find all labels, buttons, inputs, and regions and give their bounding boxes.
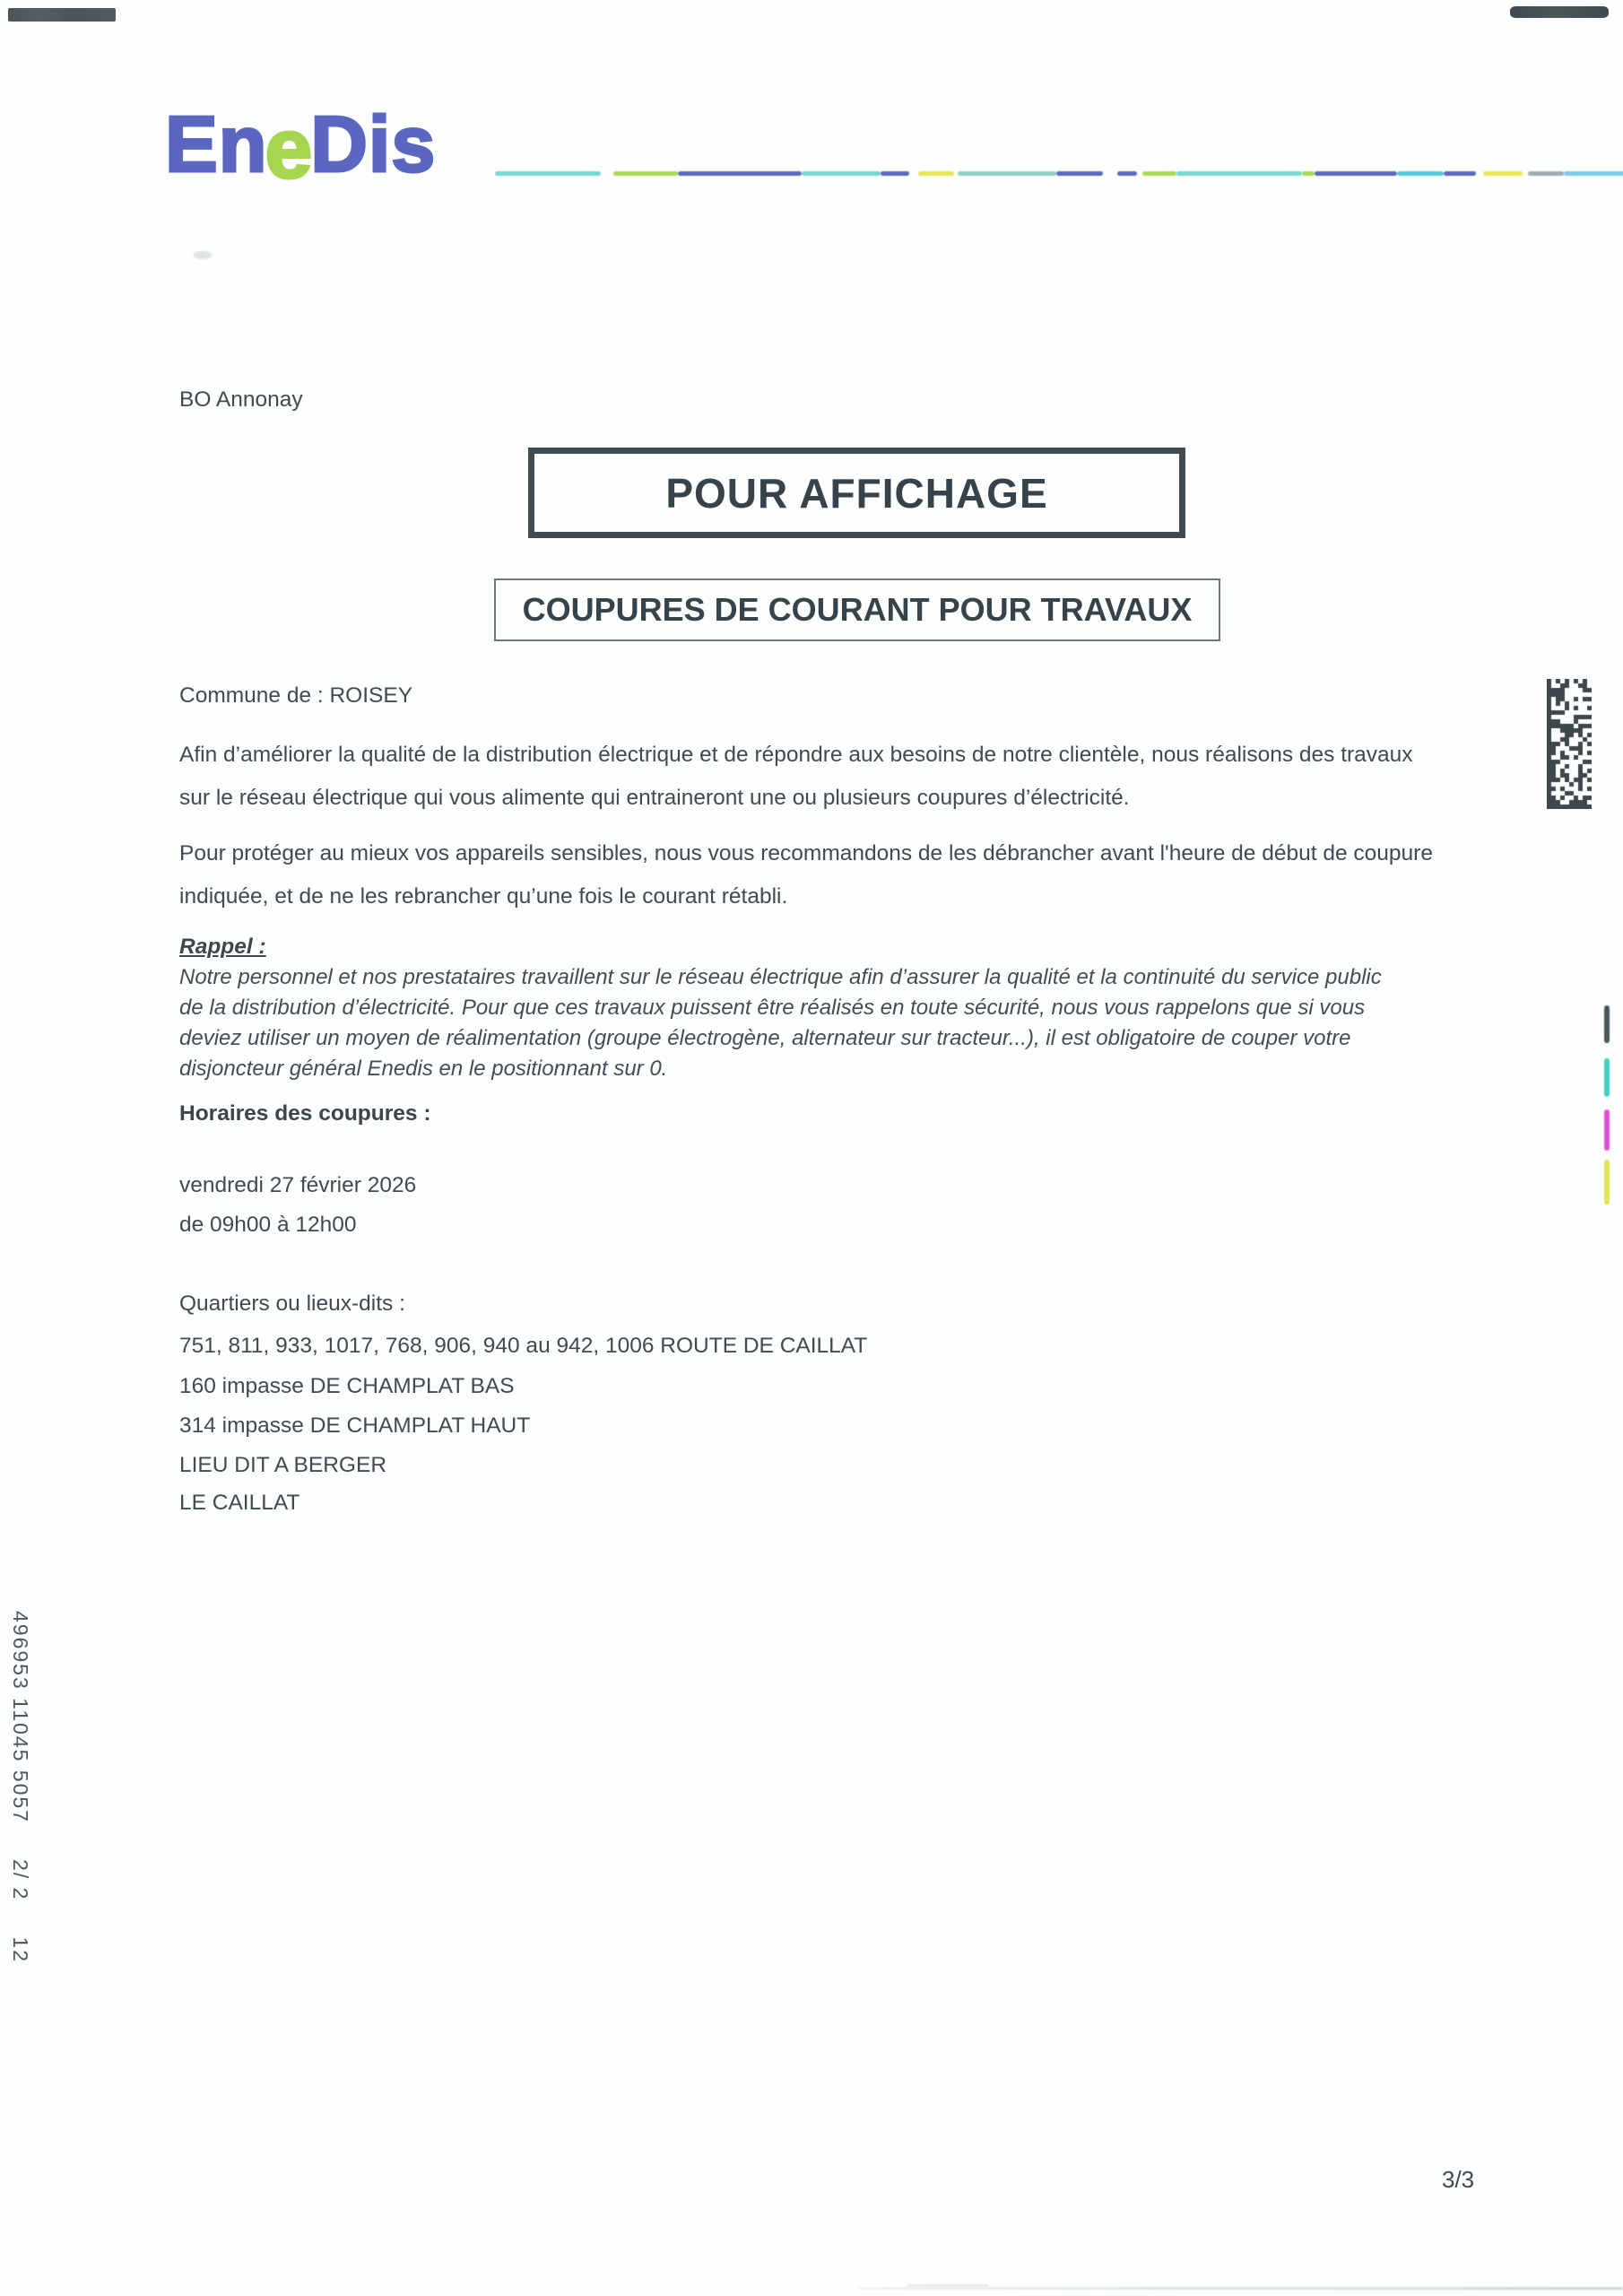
divider-segment — [1564, 171, 1623, 176]
logo-divider-line — [495, 170, 1623, 177]
rappel-line3: deviez utiliser un moyen de réalimentation (groupe électrogène, alternateur sur tracteur...), il est obligatoire de couper votre — [179, 1026, 1351, 1050]
paragraph1-line2: sur le réseau électrique qui vous alimente qui entraineront une ou plusieurs coupures d’électricité. — [179, 786, 1130, 810]
office-label: BO Annonay — [179, 387, 303, 412]
paragraph1-line1: Afin d’améliorer la qualité de la distribution électrique et de répondre aux besoins de notre clientèle, nous réalisons des travaux — [179, 743, 1413, 767]
divider-segment — [881, 171, 909, 176]
divider-segment — [1397, 171, 1444, 176]
quartiers-line3: 314 impasse DE CHAMPLAT HAUT — [179, 1413, 531, 1438]
divider-segment — [958, 171, 1056, 176]
divider-segment — [1117, 171, 1137, 176]
divider-segment — [1528, 171, 1564, 176]
page-number: 3/3 — [1442, 2166, 1475, 2193]
side-code-part1: 496953 11045 5057 — [9, 1611, 32, 1823]
divider-segment — [1056, 171, 1103, 176]
paragraph2-line2: indiquée, et de ne les rebrancher qu’une fois le courant rétabli. — [179, 884, 788, 909]
commune-line: Commune de : ROISEY — [179, 683, 413, 708]
quartiers-line5: LE CAILLAT — [179, 1491, 300, 1515]
divider-segment — [1444, 171, 1476, 176]
rappel-title: Rappel : — [179, 935, 266, 959]
divider-segment — [1176, 171, 1302, 176]
divider-segment — [495, 171, 601, 176]
quartiers-line1: 751, 811, 933, 1017, 768, 906, 940 au 942, 1006 ROUTE DE CAILLAT — [179, 1334, 868, 1358]
scan-artifact-smudge — [194, 251, 212, 259]
outage-time: de 09h00 à 12h00 — [179, 1213, 357, 1237]
outage-date: vendredi 27 février 2026 — [179, 1173, 417, 1197]
scan-edge-tick — [1604, 1058, 1610, 1097]
scan-edge-tick — [1604, 1005, 1610, 1043]
rappel-line4: disjoncteur général Enedis en le positionnant sur 0. — [179, 1057, 668, 1081]
paragraph2-line1: Pour protéger au mieux vos appareils sensibles, nous vous recommandons de les débrancher avant l'heure de début de coupure — [179, 841, 1433, 865]
logo-text-green-e: e — [265, 101, 314, 196]
scan-artifact-bottom-line — [859, 2287, 1623, 2290]
rappel-line1: Notre personnel et nos prestataires travaillent sur le réseau électrique afin d’assurer la qualité et la continuité du service public — [179, 965, 1382, 989]
pour-affichage-banner — [528, 448, 1185, 538]
side-code-part2: 2/ 2 — [9, 1858, 32, 1901]
scan-edge-tick — [1604, 1160, 1610, 1205]
side-code-part3: 12 — [9, 1936, 32, 1963]
coupures-title: COUPURES DE COURANT POUR TRAVAUX — [522, 591, 1193, 628]
divider-segment — [1483, 171, 1523, 176]
quartiers-title: Quartiers ou lieux-dits : — [179, 1292, 405, 1316]
divider-segment — [1315, 171, 1397, 176]
scanner-side-code — [8, 1611, 32, 1963]
divider-segment — [802, 171, 881, 176]
divider-segment — [1302, 171, 1315, 176]
scan-artifact-top-left-bar — [8, 8, 116, 22]
quartiers-line4: LIEU DIT A BERGER — [179, 1453, 387, 1477]
rappel-line2: de la distribution d’électricité. Pour que ces travaux puissent être réalisés en toute sécurité, nous vous rappelons que si vous — [179, 996, 1366, 1020]
scan-artifact-top-right-bar — [1510, 6, 1609, 18]
quartiers-line2: 160 impasse DE CHAMPLAT BAS — [179, 1374, 515, 1398]
coupures-banner — [494, 578, 1220, 641]
divider-segment — [613, 171, 678, 176]
divider-segment — [678, 171, 802, 176]
divider-segment — [918, 171, 954, 176]
logo-text-blue-2: Dis — [310, 100, 437, 188]
divider-segment — [1142, 171, 1176, 176]
pour-affichage-title: POUR AFFICHAGE — [665, 469, 1048, 517]
datamatrix-barcode — [1547, 679, 1592, 809]
enedis-logo — [165, 100, 437, 196]
logo-text-blue-1: En — [165, 100, 268, 188]
horaires-title: Horaires des coupures : — [179, 1101, 431, 1126]
scan-artifact-bottom-dash — [907, 2284, 988, 2287]
scan-edge-tick — [1604, 1109, 1610, 1151]
